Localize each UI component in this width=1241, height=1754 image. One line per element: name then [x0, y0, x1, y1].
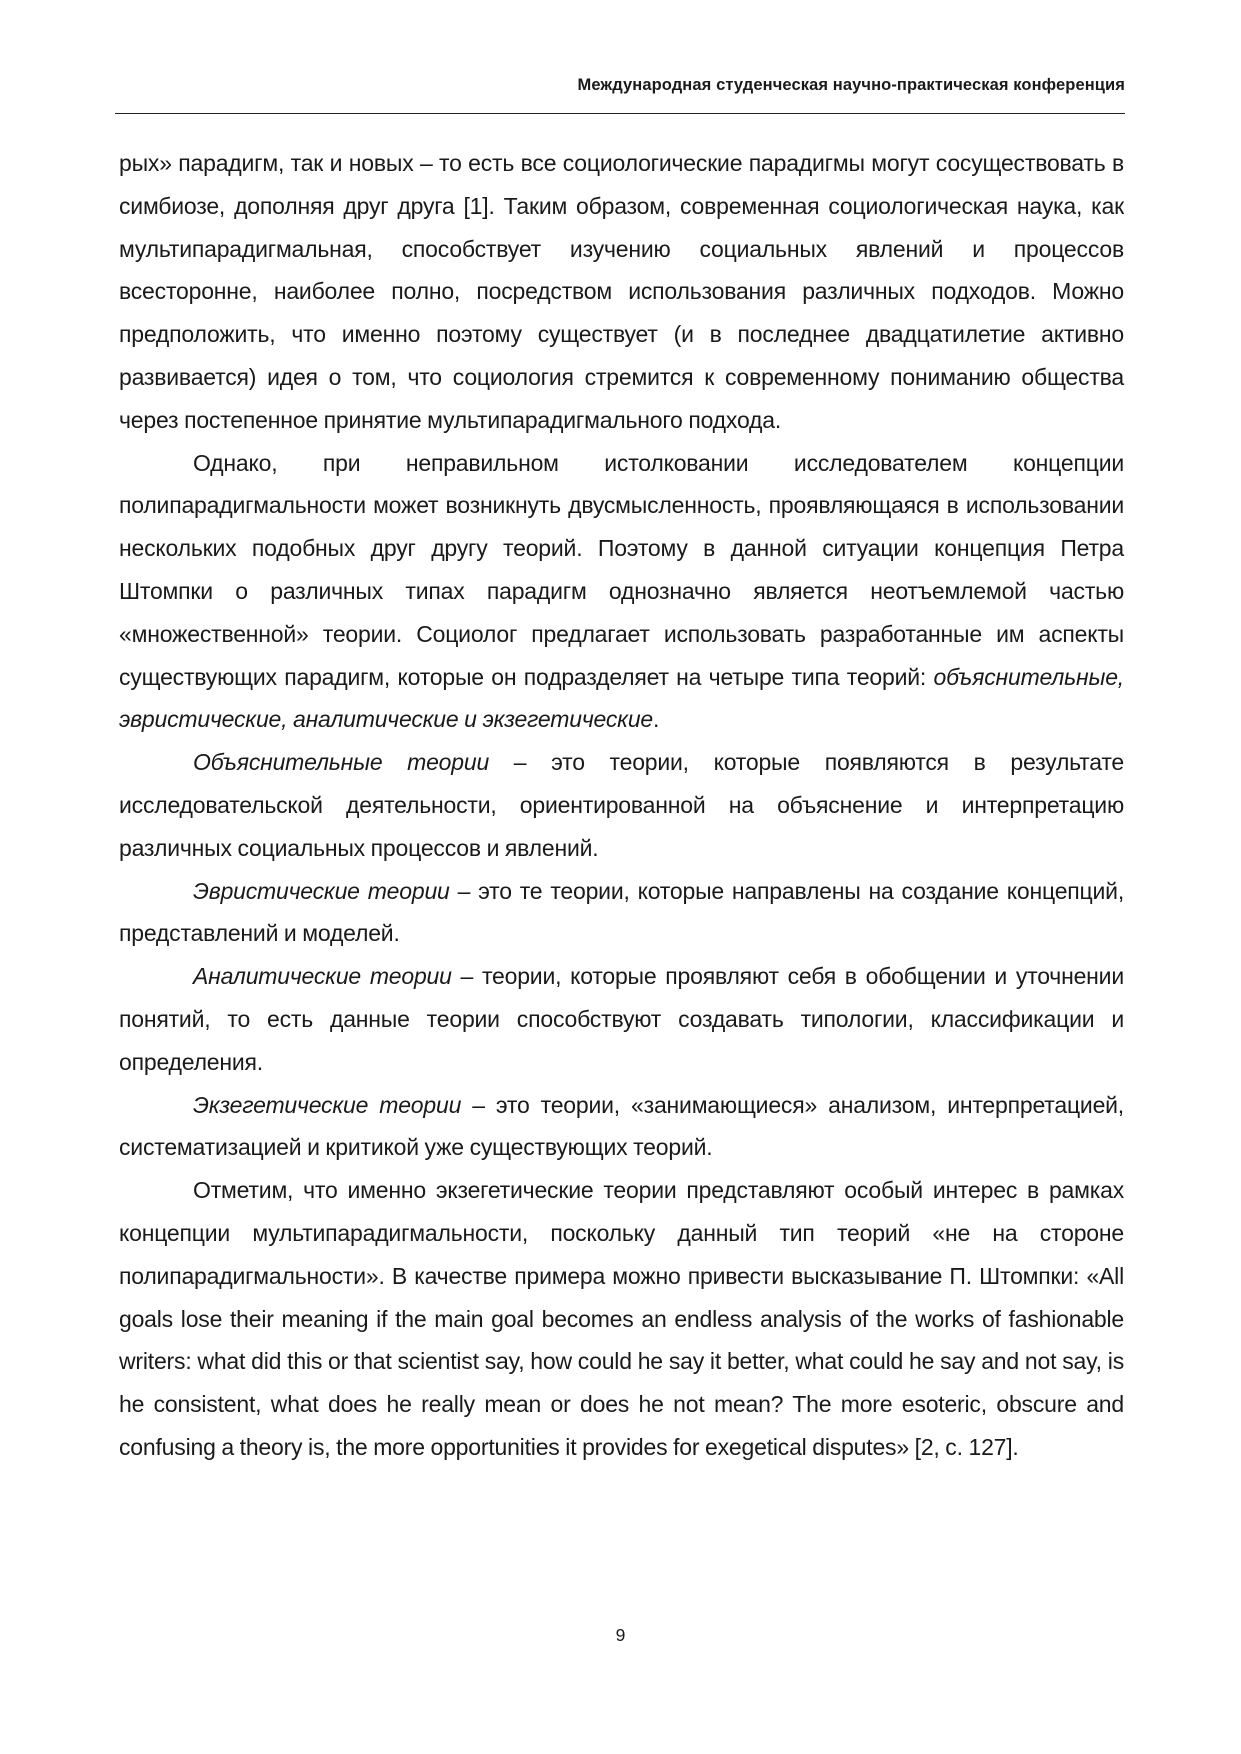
- term-analytical: Аналитические теории: [193, 963, 452, 990]
- definition-text: – это те теории, которые направлены на создание концепций, представлений и моделей.: [119, 877, 1125, 947]
- paragraph-tail: .: [653, 706, 660, 733]
- theory-types-list: объяснительные, эвристические, аналитические и экзегетические: [119, 663, 1124, 733]
- paragraph-polyparadigm: [119, 442, 1124, 742]
- paragraph-text: рых» парадигм, так и новых – то есть все социологические парадигмы могут сосуществовать в симбиозе, дополняя друг друга [1]. Таким образом, современная социологическая наука, как мультипарадигмальная, способствует изучению социальных явлений и процессов всесторонне, наиболее полно, посредством использования различных подходов. Можно предположить, что именно поэтому существует (и в последнее двадцатилетие активно развивается) идея о том, что социология стремится к современному пониманию общества через постепенное принятие мультипарадигмального подхода.: [119, 150, 1124, 433]
- running-header: Международная студенческая научно-практическая конференция: [577, 76, 1125, 94]
- term-explanatory: Объяснительные теории: [193, 749, 490, 776]
- page-number: 9: [615, 1625, 626, 1645]
- definition-text: – это теории, которые появляются в результате исследовательской деятельности, ориентированной на объяснение и интерпретацию различных социальных процессов и явлений.: [119, 749, 1124, 861]
- article-body: [119, 142, 1124, 1469]
- paragraph-continuation: [119, 142, 1124, 442]
- paragraph-heuristic: [119, 870, 1124, 956]
- paragraph-text: Отметим, что именно экзегетические теории представляют особый интерес в рамках концепции мультипарадигмальности, поскольку данный тип теорий «не на стороне полипарадигмальности». В качестве примера можно привести высказывание П. Штомпки: «All goals lose their meaning if the main goal becomes an endless analysis of the works of fashionable writers: what did this or that scientist say, how could he say it better, what could he say and not say, is he consistent, what does he really mean or does he not mean? The more esoteric, obscure and confusing a theory is, the more opportunities it provides for exegetical disputes» [2, с. 127].: [119, 1177, 1124, 1460]
- header-divider: [115, 113, 1125, 114]
- paragraph-text: Однако, при неправильном истолковании исследователем концепции полипарадигмальности может возникнуть двусмысленность, проявляющаяся в использовании нескольких подобных друг другу теорий. Поэтому в данной ситуации концепция Петра Штомпки о различных типах парадигм однозначно является неотъемлемой частью «множественной» теории. Социолог предлагает использовать разработанные им аспекты существующих парадигм, которые он подразделяет на четыре типа теорий:: [119, 449, 1124, 690]
- definition-text: – это теории, «занимающиеся» анализом, интерпретацией, систематизацией и критикой уже существующих теорий.: [119, 1091, 1124, 1161]
- paragraph-quote: [119, 1169, 1124, 1469]
- paragraph-exegetical: [119, 1084, 1124, 1170]
- definition-text: – теории, которые проявляют себя в обобщении и уточнении понятий, то есть данные теории способствуют создавать типологии, классификации и определения.: [119, 963, 1124, 1075]
- paragraph-analytical: [119, 955, 1124, 1083]
- term-exegetical: Экзегетические теории: [193, 1091, 462, 1118]
- term-heuristic: Эвристические теории: [193, 877, 450, 904]
- paragraph-explanatory: [119, 741, 1124, 869]
